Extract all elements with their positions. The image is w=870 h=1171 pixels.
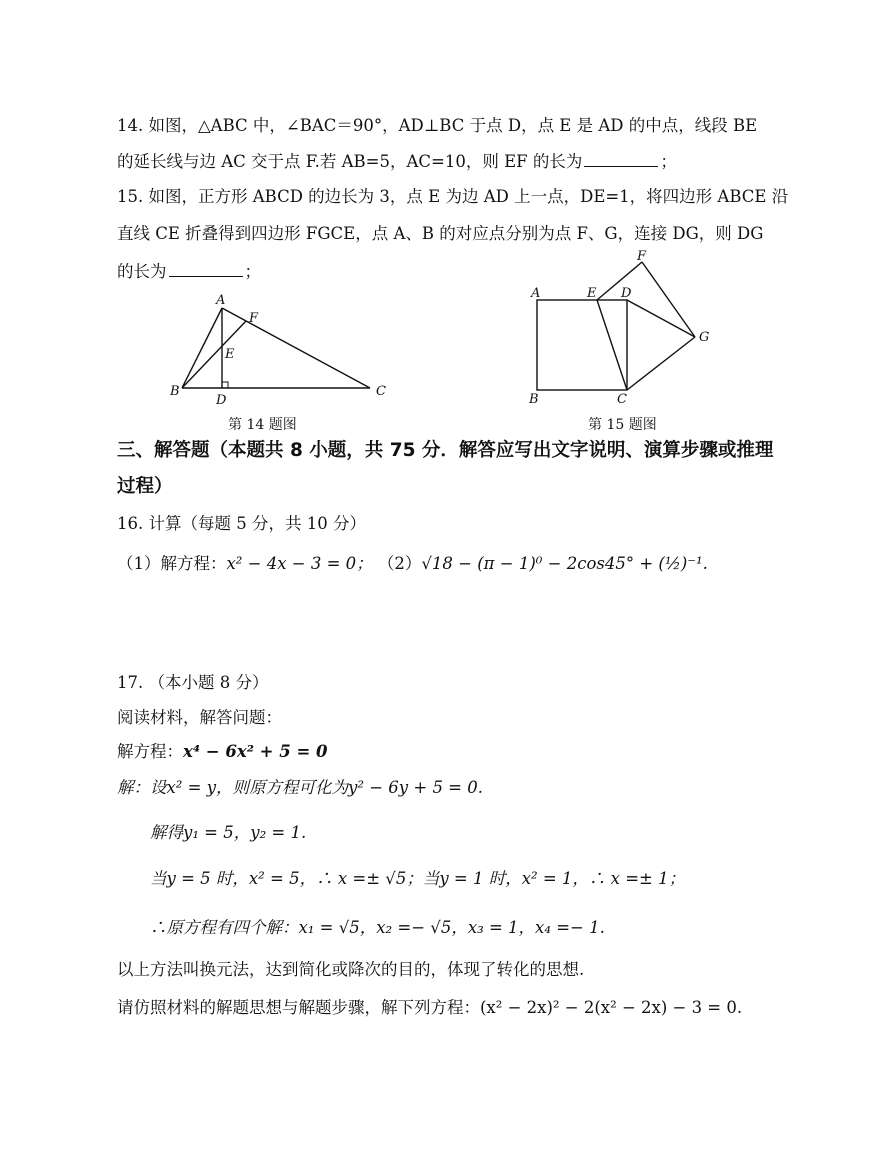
- figure-15-caption: 第 15 题图: [588, 417, 657, 433]
- q17-solution-line-2: 解得y₁ = 5，y₂ = 1.: [150, 823, 307, 842]
- label-c: C: [376, 384, 386, 399]
- label-d: D: [216, 393, 227, 408]
- q15-line-3: [117, 262, 261, 281]
- segment-ec: [597, 300, 627, 390]
- q16-title: 16. 计算（每题 5 分，共 10 分）: [117, 514, 366, 533]
- q17-summary: 以上方法叫换元法，达到简化或降次的目的，体现了转化的思想.: [117, 960, 585, 979]
- label-a: A: [531, 286, 541, 301]
- q17-solve-equation: x⁴ − 6x² + 5 = 0: [183, 742, 328, 761]
- side-ac: [222, 308, 370, 388]
- label-f: F: [249, 311, 259, 326]
- label-a: A: [216, 293, 226, 308]
- label-c: C: [617, 392, 627, 407]
- q14-line-1: 14. 如图，△ABC 中，∠BAC＝90°，AD⊥BC 于点 D，点 E 是 AD 的中点，线段 BE: [117, 116, 758, 135]
- section-3-heading: 三、解答题（本题共 8 小题，共 75 分．解答应写出文字说明、演算步骤或推理: [117, 440, 774, 461]
- segment-gc: [627, 337, 695, 390]
- q14-line-2: [117, 152, 677, 171]
- q17-intro: 阅读材料，解答问题：: [117, 708, 282, 727]
- label-f: F: [637, 249, 647, 264]
- q15-line-3-end: ；: [244, 262, 261, 281]
- segment-ef: [597, 262, 642, 300]
- label-d: D: [621, 286, 632, 301]
- figure-15: [525, 245, 725, 410]
- q16-parts: [117, 556, 708, 573]
- q14-line-2-text: 的延长线与边 AC 交于点 F.若 AB=5，AC=10，则 EF 的长为: [117, 152, 583, 171]
- label-b: B: [170, 384, 180, 399]
- q16-part1-label: （1）解方程：: [117, 554, 227, 573]
- q15-line-1: 15. 如图，正方形 ABCD 的边长为 3，点 E 为边 AD 上一点，DE=1，将四边形 ABCE 沿: [117, 187, 789, 206]
- segment-dg: [627, 300, 695, 337]
- q16-part2-label: （2）: [377, 554, 422, 573]
- segment-fg: [642, 262, 695, 337]
- q14-line-2-end: ；: [660, 152, 677, 171]
- q16-part2-expression: √18 − (π − 1)⁰ − 2cos45° + (½)⁻¹.: [421, 554, 708, 573]
- q17-solve-label: 解方程：: [117, 742, 183, 761]
- figure-14: [160, 290, 400, 410]
- right-angle-mark: [222, 382, 228, 388]
- figure-14-caption: 第 14 题图: [228, 417, 297, 433]
- label-e: E: [225, 347, 235, 362]
- side-ab: [182, 308, 222, 388]
- q15-line-3-text: 的长为: [117, 262, 167, 281]
- segment-bf: [182, 321, 246, 388]
- label-e: E: [587, 286, 597, 301]
- q17-solution-line-1: 解：设x² = y，则原方程可化为y² − 6y + 5 = 0.: [117, 778, 483, 797]
- q17-title: 17. （本小题 8 分）: [117, 673, 269, 692]
- q17-solution-line-3: 当y = 5 时，x² = 5，∴ x =± √5；当y = 1 时，x² = 1，∴ x =± 1；: [150, 869, 686, 888]
- q14-answer-blank[interactable]: [584, 152, 658, 167]
- q15-line-2: 直线 CE 折叠得到四边形 FGCE，点 A、B 的对应点分别为点 F、G，连接 DG，则 DG: [117, 224, 764, 243]
- q16-part1-equation: x² − 4x − 3 = 0；: [226, 554, 373, 573]
- q15-answer-blank[interactable]: [169, 262, 243, 277]
- square-abcd: [537, 300, 627, 390]
- label-b: B: [529, 392, 539, 407]
- q17-task: 请仿照材料的解题思想与解题步骤，解下列方程：(x² − 2x)² − 2(x² − 2x) − 3 = 0.: [117, 998, 743, 1017]
- label-g: G: [699, 330, 710, 345]
- q17-solution-line-4: ∴原方程有四个解：x₁ = √5，x₂ =− √5，x₃ = 1，x₄ =− 1.: [150, 918, 605, 937]
- q17-problem: [117, 744, 328, 761]
- section-3-heading-cont: 过程）: [117, 476, 173, 497]
